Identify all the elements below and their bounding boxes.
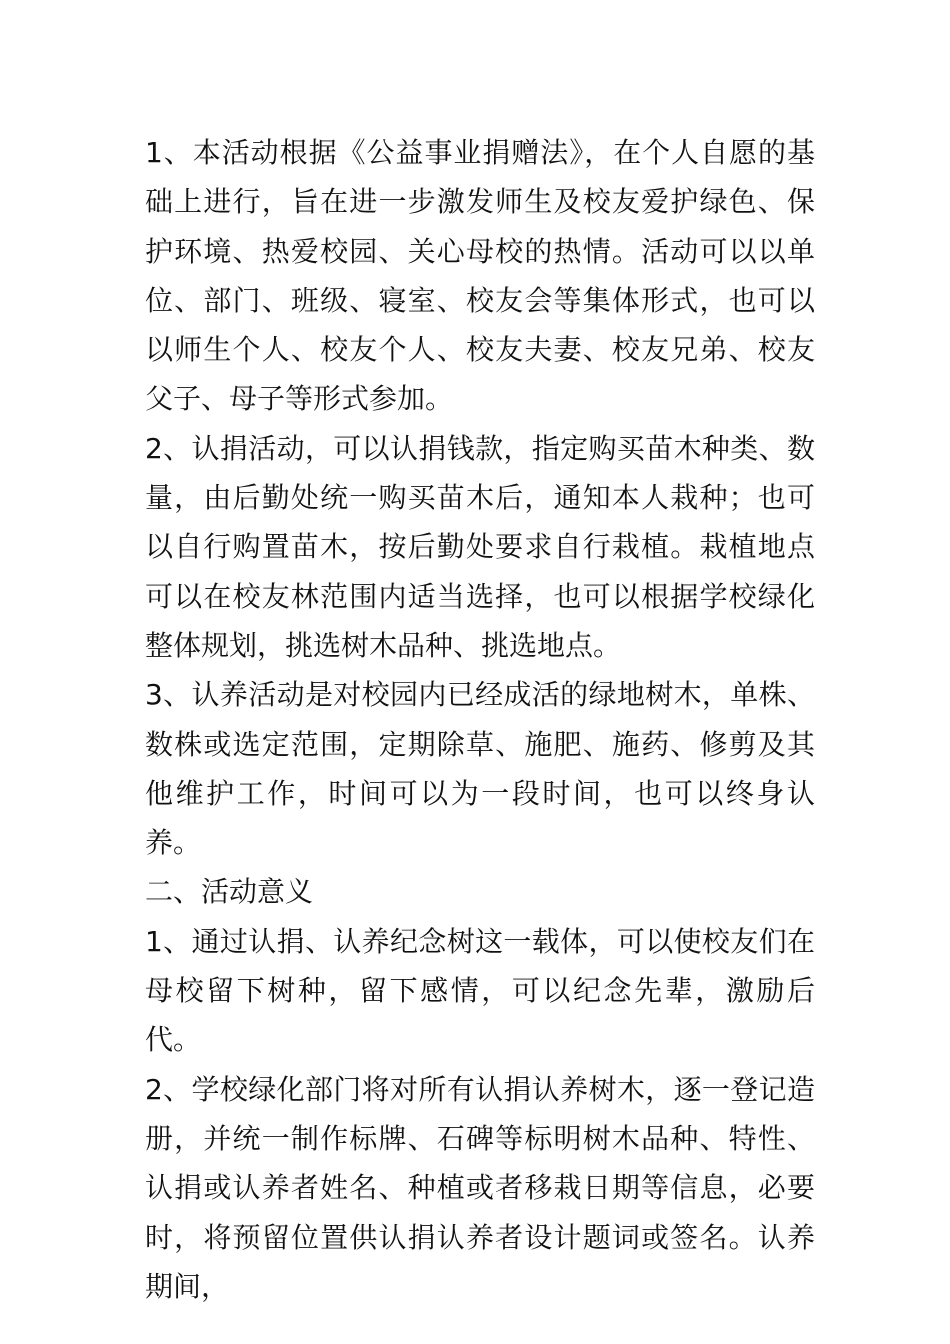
section-heading-significance: 二、活动意义	[145, 875, 314, 909]
significance-item-1: 1、通过认捐、认养纪念树这一载体，可以使校友们在母校留下树种，留下感情，可以纪念先辈，激励后代。	[145, 924, 815, 1057]
paragraph-item-3: 3、认养活动是对校园内已经成活的绿地树木，单株、数株或选定范围，定期除草、施肥、施药、修剪及其他维护工作，时间可以为一段时间，也可以终身认养。	[145, 678, 815, 860]
significance-item-2: 2、学校绿化部门将对所有认捐认养树木，逐一登记造册，并统一制作标牌、石碑等标明树木品种、特性、认捐或认养者姓名、种植或者移栽日期等信息，必要时，将预留位置供认捐认养者设计题词或签名。认养期间，	[145, 1072, 815, 1303]
paragraph-item-2: 2、认捐活动，可以认捐钱款，指定购买苗木种类、数量，由后勤处统一购买苗木后，通知本人栽种；也可以自行购置苗木，按后勤处要求自行栽植。栽植地点可以在校友林范围内适当选择，也可以根据学校绿化整体规划，挑选树木品种、挑选地点。	[145, 431, 815, 662]
paragraph-item-1: 1、本活动根据《公益事业捐赠法》，在个人自愿的基础上进行，旨在进一步激发师生及校友爱护绿色、保护环境、热爱校园、关心母校的热情。活动可以以单位、部门、班级、寝室、校友会等集体形式，也可以以师生个人、校友个人、校友夫妻、校友兄弟、校友父子、母子等形式参加。	[145, 136, 815, 416]
document-body	[145, 128, 815, 1311]
